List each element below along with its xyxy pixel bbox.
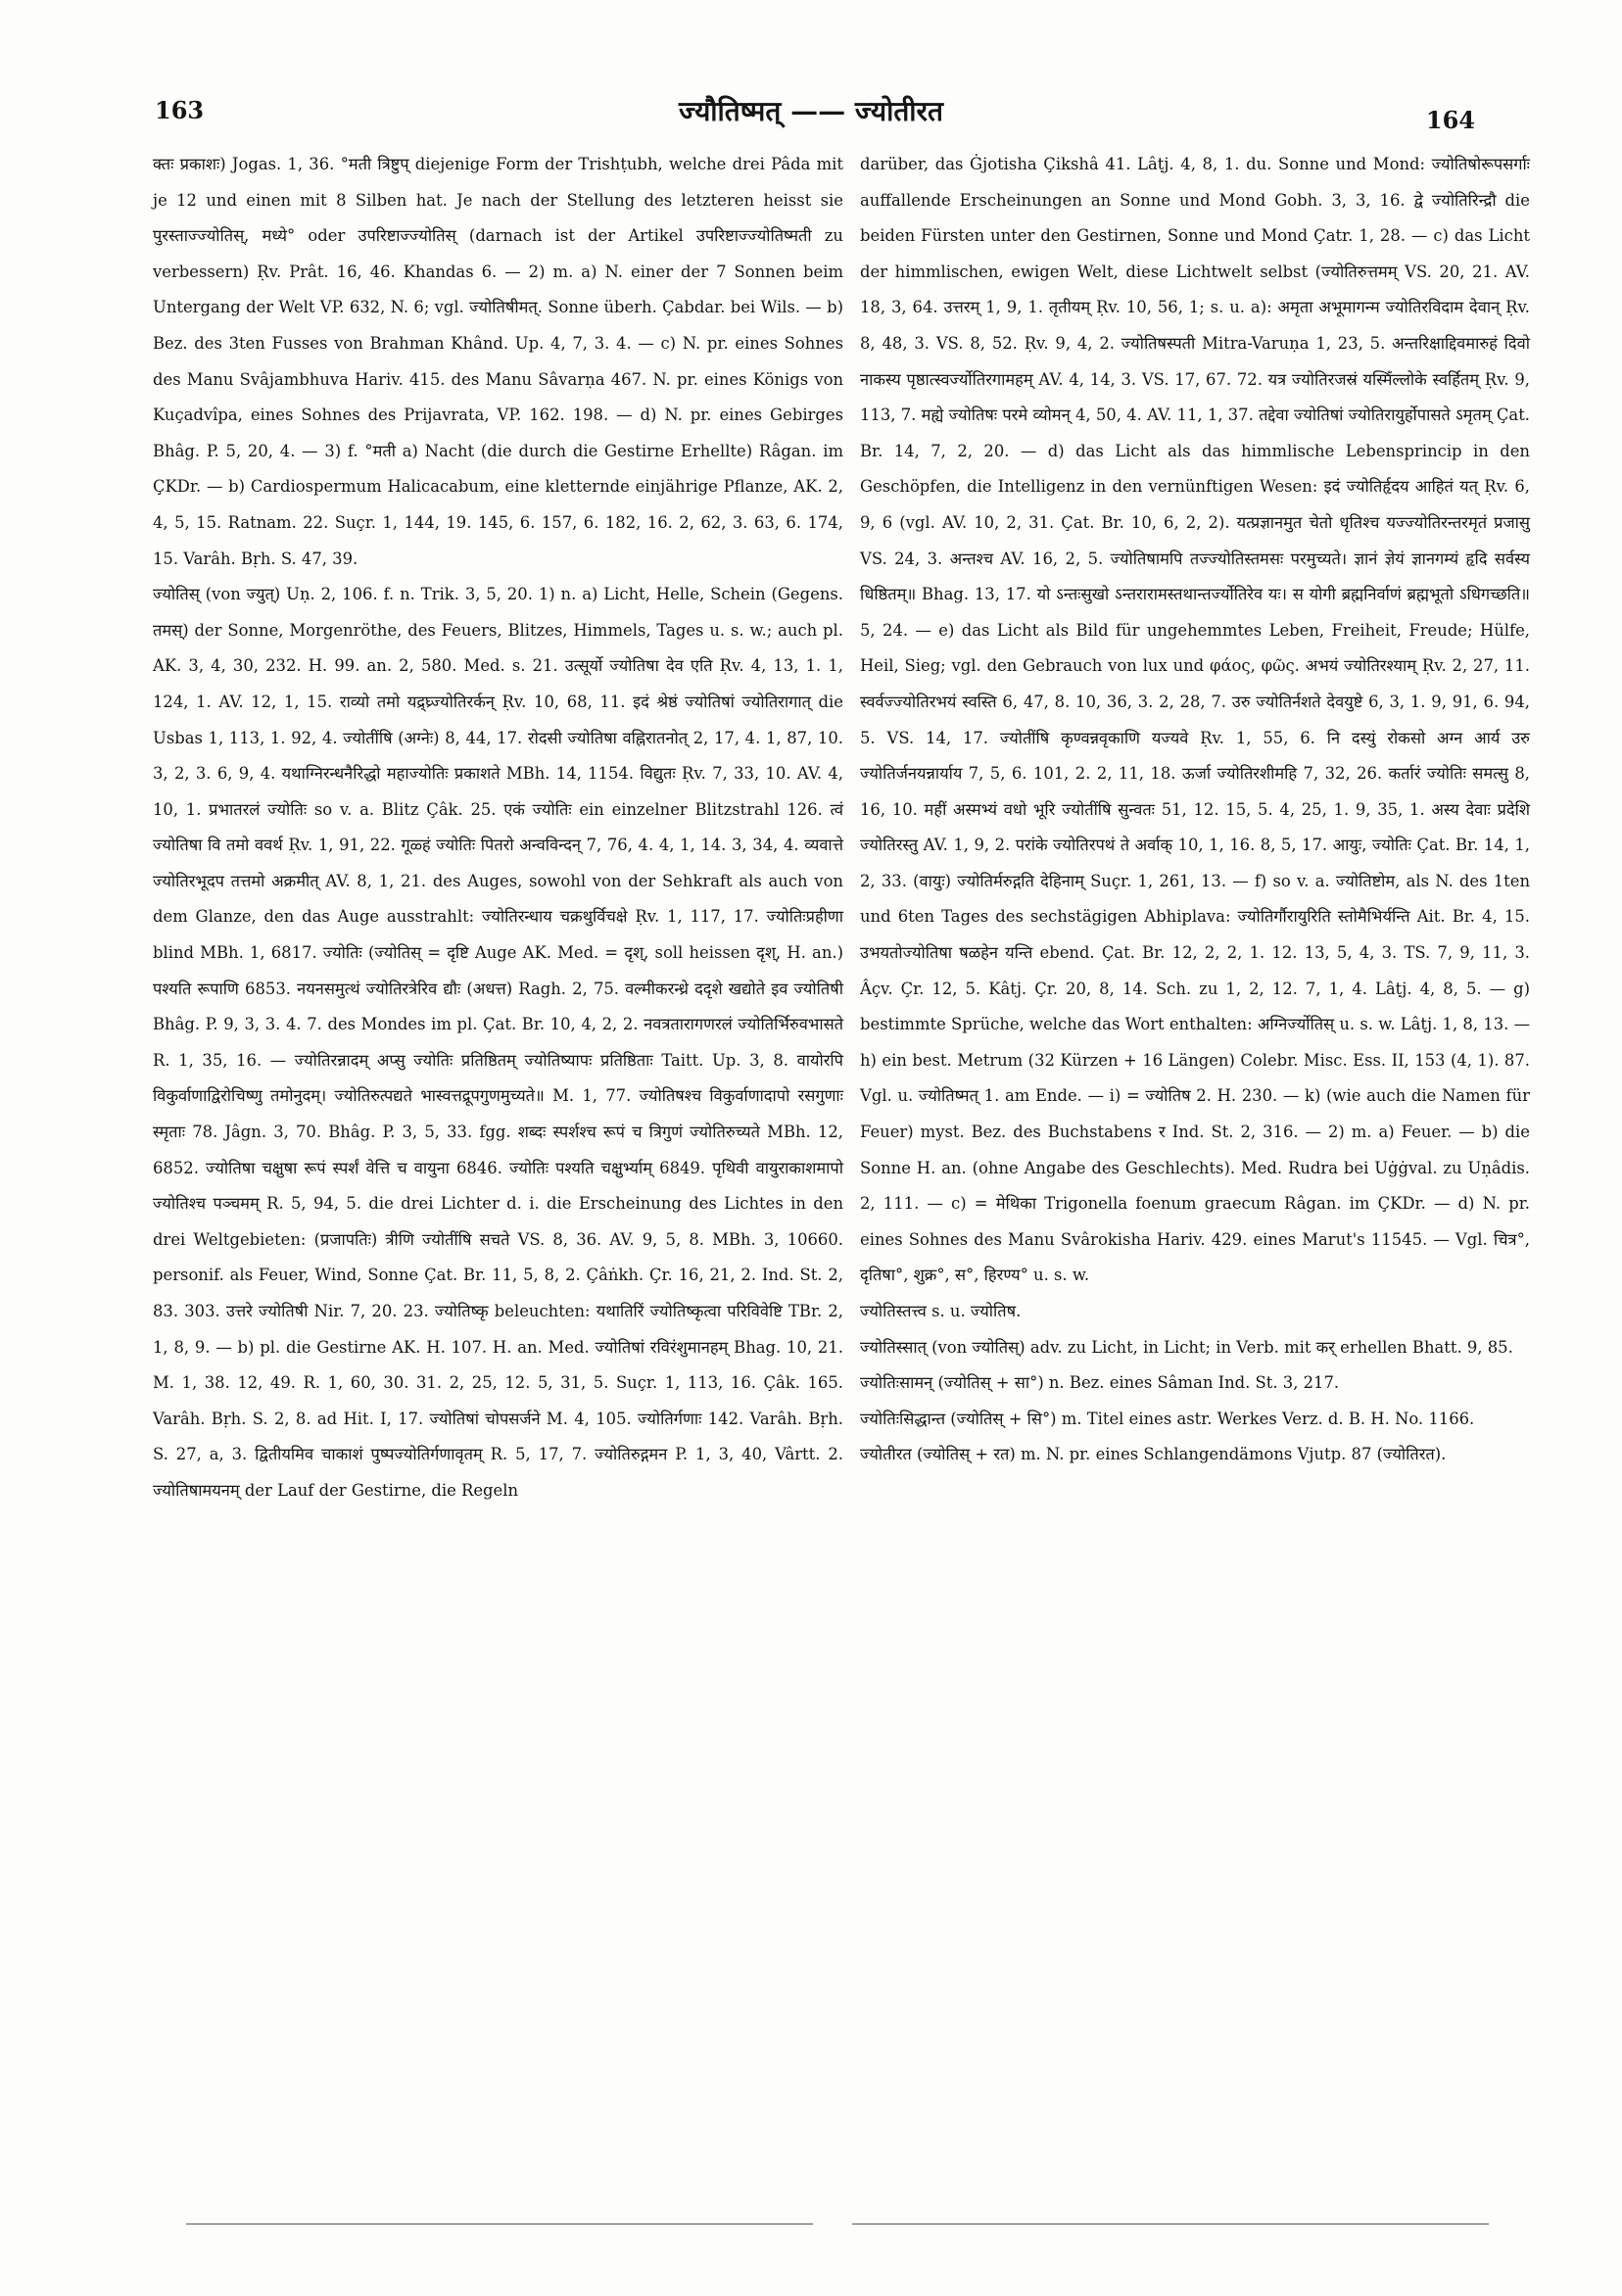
entry-jyotissat: ज्योतिस्सात् (von ज्योतिस्) adv. zu Licht, in Licht; in Verb. mit कर् erhellen Bhatt. 9, 85. [860, 1337, 1513, 1357]
right-column [860, 147, 1530, 1473]
page-number-left: 163 [155, 96, 205, 124]
entry-jyotihsiddhanta: ज्योतिःसिद्धान्त (ज्योतिस् + सि°) m. Titel eines astr. Werkes Verz. d. B. H. No. 1166. [860, 1409, 1475, 1428]
left-column [153, 147, 843, 1509]
entry-jyotis: ज्योतिस् (von ज्युत्) Uṇ. 2, 106. f. n. Trik. 3, 5, 20. 1) n. a) Licht, Helle, Schein (Gegens. तमस्) der Sonne, Morgenröthe, des Feuers, Blitzes, Himmels, Tages u. s. w.; auch pl. AK. 3, 4, 30, 232. H. 99. an. 2, 580. Med. s. 21. उत्सूर्यो ज्योतिषा देव एति Ṛv. 4, 13, 1. 1, 124, 1. AV. 12, 1, 15. राव्यो तमो यद्र्घ्र्ज्योतिरर्कन् Ṛv. 10, 68, 11. इदं श्रेष्ठं ज्योतिषां ज्योतिरागात् die Usbas 1, 113, 1. 92, 4. ज्योतींषि (अग्नेः) 8, 44, 17. रोदसी ज्योतिषा वह्निरातनोत् 2, 17, 4. 1, 87, 10. 3, 2, 3. 6, 9, 4. यथाग्निरन्धनैरिद्धो महाज्योतिः प्रकाशते MBh. 14, 1154. विद्युतः Ṛv. 7, 33, 10. AV. 4, 10, 1. प्रभातरलं ज्योतिः so v. a. Blitz Çâk. 25. एकं ज्योतिः ein einzelner Blitzstrahl 126. त्वं ज्योतिषा वि तमो ववर्थ Ṛv. 1, 91, 22. गूळ्हं ज्योतिः पितरो अन्वविन्दन् 7, 76, 4. 4, 1, 14. 3, 34, 4. व्यवात्ते ज्योतिरभूदप तत्तमो अक्रमीत् AV. 8, 1, 21. des Auges, sowohl von der Sehkraft als auch von dem Glanze, den das Auge ausstrahlt: ज्योतिरन्धाय चक्रथुर्विचक्षे Ṛv. 1, 117, 17. ज्योतिःप्रहीणा blind MBh. 1, 6817. ज्योतिः (ज्योतिस् = दृष्टि Auge AK. Med. = दृश्, soll heissen दृश्, H. an.) पश्यति रूपाणि 6853. नयनसमुत्थं ज्योतिरत्रेरिव द्यौः (अधत्त) Ragh. 2, 75. वल्मीकरन्ध्रे ददृशे खद्योते इव ज्योतिषी Bhâg. P. 9, 3, 3. 4. 7. des Mondes im pl. Çat. Br. 10, 4, 2, 2. नवत्रतारागणरलं ज्योतिर्भिरुवभासते R. 1, 35, 16. — ज्योतिरन्नादम् अप्सु ज्योतिः प्रतिष्ठितम् ज्योतिष्यापः प्रतिष्ठिताः Taitt. Up. 3, 8. वायोरपि विकुर्वाणाद्विरोचिष्णु तमोनुदम्। ज्योतिरुत्पद्यते भास्वत्तद्रूपगुणमुच्यते॥ M. 1, 77. ज्योतिषश्च विकुर्वाणादापो रसगुणाः स्मृताः 78. Jâgn. 3, 70. Bhâg. P. 3, 5, 33. fgg. शब्दः स्पर्शश्च रूपं च त्रिगुणं ज्योतिरुच्यते MBh. 12, 6852. ज्योतिषा चक्षुषा रूपं स्पर्शं वेत्ति च वायुना 6846. ज्योतिः पश्यति चक्षुर्भ्याम् 6849. पृथिवी वायुराकाशमापो ज्योतिश्च पञ्चमम् R. 5, 94, 5. die drei Lichter d. i. die Erscheinung des Lichtes in den drei Weltgebieten: (प्रजापतिः) त्रीणि ज्योतींषि सचते VS. 8, 36. AV. 9, 5, 8. MBh. 3, 10660. personif. als Feuer, Wind, Sonne Çat. Br. 11, 5, 8, 2. Çâṅkh. Çr. 16, 21, 2. Ind. St. 2, 83. 303. उत्तरे ज्योतिषी Nir. 7, 20. 23. ज्योतिष्कृ beleuchten: यथातिरिं ज्योतिष्कृत्वा परिविवेष्टि TBr. 2, 1, 8, 9. — b) pl. die Gestirne AK. H. 107. H. an. Med. ज्योतिषां रविरंशुमानहम् Bhag. 10, 21. M. 1, 38. 12, 49. R. 1, 60, 30. 31. 2, 25, 12. 5, 31, 5. Suçr. 1, 113, 16. Çâk. 165. Varâh. Bṛh. S. 2, 8. ad Hit. I, 17. ज्योतिषां चोपसर्जने M. 4, 105. ज्योतिर्गणाः 142. Varâh. Bṛh. S. 27, a, 3. द्वितीयमिव चाकाशं पुष्पज्योतिर्गणावृतम् R. 5, 17, 7. ज्योतिरुद्गमन P. 1, 3, 40, Vârtt. 2. ज्योतिषामयनम् der Lauf der Gestirne, die Regeln [153, 585, 843, 1500]
entry-continuation: क्तः प्रकाशः) Jogas. 1, 36. °मती त्रिष्टुप् diejenige Form der Trishṭubh, welche drei Pâda mit je 12 und einen mit 8 Silben hat. Je nach der Stellung des letzteren heisst sie पुरस्ताज्ज्योतिस्, मध्ये° oder उपरिष्टाज्ज्योतिस् (darnach ist der Artikel उपरिष्टाज्ज्योतिष्मती zu verbessern) Ṛv. Prât. 16, 46. Khandas 6. — 2) m. a) N. einer der 7 Sonnen beim Untergang der Welt VP. 632, N. 6; vgl. ज्योतिषीमत्. Sonne überh. Çabdar. bei Wils. — b) Bez. des 3ten Fusses von Brahman Khând. Up. 4, 7, 3. 4. — c) N. pr. eines Sohnes des Manu Svâjambhuva Hariv. 415. des Manu Sâvarṇa 467. N. pr. eines Königs von Kuçadvîpa, eines Sohnes des Prijavrata, VP. 162. 198. — d) N. pr. eines Gebirges Bhâg. P. 5, 20, 4. — 3) f. °मती a) Nacht (die durch die Gestirne Erhellte) Râgan. im ÇKDr. — b) Cardiospermum Halicacabum, eine kletternde einjährige Pflanze, AK. 2, 4, 5, 15. Ratnam. 22. Suçr. 1, 144, 19. 145, 6. 157, 6. 182, 16. 2, 62, 3. 63, 6. 174, 15. Varâh. Bṛh. S. 47, 39. [153, 155, 843, 568]
entry-jyotihsaman: ज्योतिःसामन् (ज्योतिस् + सा°) n. Bez. eines Sâman Ind. St. 3, 217. [860, 1373, 1340, 1393]
page-header-title: ज्यौतिष्मत् —— ज्योतीरत [679, 95, 943, 127]
page-number-right: 164 [1425, 106, 1475, 134]
entry-jyotirata: ज्योतीरत (ज्योतिस् + रत) m. N. pr. eines Schlangendämons Vjutp. 87 (ज्योतिरत). [860, 1445, 1447, 1464]
entry-jyotistattva: ज्योतिस्तत्त्व s. u. ज्योतिष. [860, 1302, 1022, 1320]
entry-continuation-right: darüber, das Ġjotisha Çikshâ 41. Lâṭj. 4, 8, 1. du. Sonne und Mond: ज्योतिषोरूपसर्गाः auffallende Erscheinungen an Sonne und Mond Gobh. 3, 3, 16. द्वे ज्योतिरिन्द्रौ die beiden Fürsten unter den Gestirnen, Sonne und Mond Çatr. 1, 28. — c) das Licht der himmlischen, ewigen Welt, diese Lichtwelt selbst (ज्योतिरुत्तमम् VS. 20, 21. AV. 18, 3, 64. उत्तरम् 1, 9, 1. तृतीयम् Ṛv. 10, 56, 1; s. u. a): अमृता अभूमागन्म ज्योतिरविदाम देवान् Ṛv. 8, 48, 3. VS. 8, 52. Ṛv. 9, 4, 2. ज्योतिषस्पती Mitra-Varuṇa 1, 23, 5. अन्तरिक्षाद्दिवमारुहं दिवो नाकस्य पृष्ठात्स्वर्ज्योतिरगामहम् AV. 4, 14, 3. VS. 17, 67. 72. यत्र ज्योतिरजस्रं यस्मिँल्लोके स्वर्हितम् Ṛv. 9, 113, 7. मह्ये ज्योतिषः परमे व्योमन् 4, 50, 4. AV. 11, 1, 37. तद्देवा ज्योतिषां ज्योतिरायुर्होपासते ऽमृतम् Çat. Br. 14, 7, 2, 20. — d) das Licht als das himmlische Lebensprincip in den Geschöpfen, die Intelligenz in den vernünftigen Wesen: इदं ज्योतिर्हृदय आहितं यत् Ṛv. 6, 9, 6 (vgl. AV. 10, 2, 31. Çat. Br. 10, 6, 2, 2). यत्प्रज्ञानमुत चेतो धृतिश्च यज्ज्योतिरन्तरमृतं प्रजासु VS. 24, 3. अन्तश्च AV. 16, 2, 5. ज्योतिषामपि तज्ज्योतिस्तमसः परमुच्यते। ज्ञानं ज्ञेयं ज्ञानगम्यं हृदि सर्वस्य धिष्ठितम्॥ Bhag. 13, 17. यो ऽन्तःसुखो ऽन्तरारामस्तथान्तर्ज्योतिरेव यः। स योगी ब्रह्मनिर्वाणं ब्रह्मभूतो ऽधिगच्छति॥ 5, 24. — e) das Licht als Bild für ungehemmtes Leben, Freiheit, Freude; Hülfe, Heil, Sieg; vgl. den Gebrauch von lux und φάος, φῶς. अभयं ज्योतिरश्याम् Ṛv. 2, 27, 11. स्वर्वज्ज्योतिरभयं स्वस्ति 6, 47, 8. 10, 36, 3. 2, 28, 7. उरु ज्योतिर्नशते देवयुष्टे 6, 3, 1. 9, 91, 6. 94, 5. VS. 14, 17. ज्योतींषि कृण्वन्नवृकाणि यज्यवे Ṛv. 1, 55, 6. नि दस्युं रोकसो अग्न आर्य उरु ज्योतिर्जनयन्नार्याय 7, 5, 6. 101, 2. 2, 11, 18. ऊर्जा ज्योतिरशीमहि 7, 32, 26. कर्तारं ज्योतिः समत्सु 8, 16, 10. महीं अस्मभ्यं वधो भूरि ज्योतींषि सुन्वतः 51, 12. 15, 5. 4, 25, 1. 9, 35, 1. अस्य देवाः प्रदेशि ज्योतिरस्तु AV. 1, 9, 2. परांके ज्योतिरपथं ते अर्वाक् 10, 1, 16. 8, 5, 17. आयुः, ज्योतिः Çat. Br. 14, 1, 2, 33. (वायुः) ज्योतिर्मरुद्गति देहिनाम् Suçr. 1, 261, 13. — f) so v. a. ज्योतिष्टोम, als N. des 1ten und 6ten Tages des sechstägigen Abhiplava: ज्योतिर्गौरायुरिति स्तोमैभिर्यन्ति Ait. Br. 4, 15. उभयतोज्योतिषा षळहेन यन्ति ebend. Çat. Br. 12, 2, 2, 1. 12. 13, 5, 4, 3. TS. 7, 9, 11, 3. Âçv. Çr. 12, 5. Kâtj. Çr. 20, 8, 14. Sch. zu 1, 2, 12. 7, 1, 4. Lâṭj. 4, 8, 5. — g) bestimmte Sprüche, welche das Wort enthalten: अग्निर्ज्योतिस् u. s. w. Lâṭj. 1, 8, 13. — h) ein best. Metrum (32 Kürzen + 16 Längen) Colebr. Misc. Ess. II, 153 (4, 1). 87. Vgl. u. ज्योतिष्मत् 1. am Ende. — i) = ज्योतिष 2. H. 230. — k) (wie auch die Namen für Feuer) myst. Bez. des Buchstabens र Ind. St. 2, 316. — 2) m. a) Feuer. — b) die Sonne H. an. (ohne Angabe des Geschlechts). Med. Rudra bei Uġġval. zu Uṇâdis. 2, 111. — c) = मेथिका Trigonella foenum graecum Râgan. im ÇKDr. — d) N. pr. eines Sohnes des Manu Svârokisha Hariv. 429. eines Marut's 11545. — Vgl. चित्र°, दृतिषा°, शुक्र°, स°, हिरण्य° u. s. w. [860, 155, 1530, 1285]
